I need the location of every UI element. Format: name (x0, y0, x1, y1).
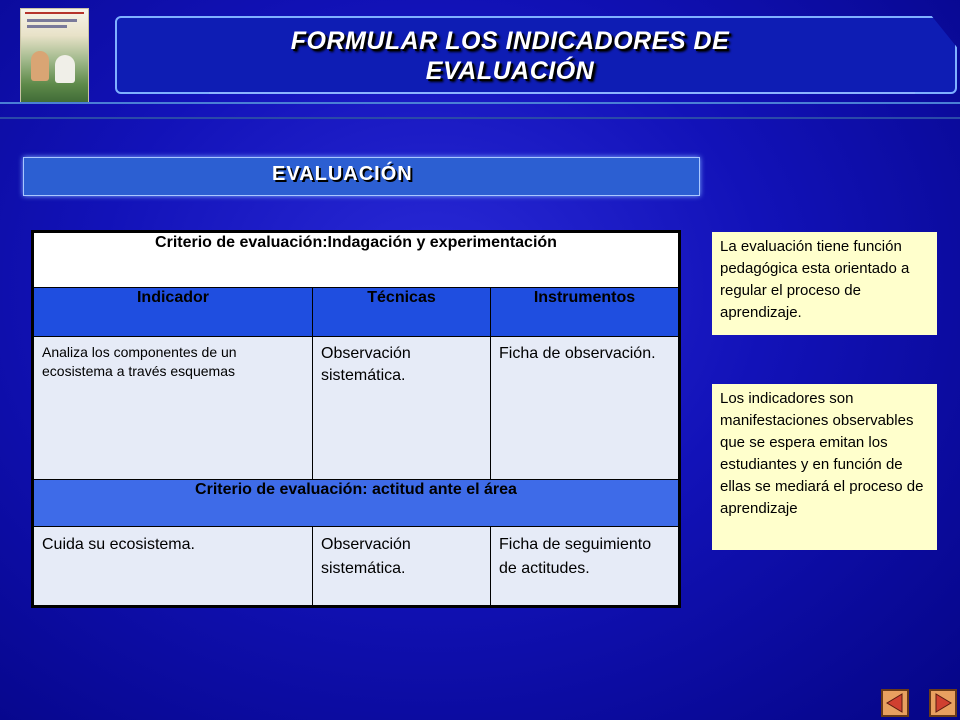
note-indicators: Los indicadores son manifestaciones observables que se espera emitan los estudiantes y en función de ellas se mediará el proceso de aprendizaje (712, 384, 937, 550)
criterion-row (33, 232, 680, 288)
slide-title-line2: EVALUACIÓN (425, 57, 595, 85)
note-evaluation: La evaluación tiene función pedagógica esta orientado a regular el proceso de aprendizaje. (712, 232, 937, 335)
column-header-indicador: Indicador (33, 288, 313, 337)
technique-cell: Observación sistemática. (313, 337, 491, 480)
criterion-1: Criterio de evaluación:Indagación y experimentación (33, 232, 680, 288)
indicator-cell: Cuida su ecosistema. (33, 527, 313, 607)
table-header-row (33, 288, 680, 337)
evaluation-table (31, 230, 681, 608)
previous-slide-button[interactable] (881, 689, 909, 717)
triangle-right-icon (931, 691, 955, 715)
table-row (33, 337, 680, 480)
slide-title-line1: FORMULAR LOS INDICADORES DE (290, 27, 730, 55)
column-header-tecnicas: Técnicas (313, 288, 491, 337)
indicator-cell: Analiza los componentes de un ecosistema a través esquemas (33, 337, 313, 480)
technique-cell: Observación sistemática. (313, 527, 491, 607)
header-divider-top (0, 102, 960, 104)
table-row (33, 527, 680, 607)
slide-title (65, 26, 955, 86)
instrument-cell: Ficha de observación. (491, 337, 680, 480)
criterion-row (33, 480, 680, 527)
section-title: EVALUACIÓN (272, 163, 413, 185)
triangle-left-icon (883, 691, 907, 715)
column-header-instrumentos: Instrumentos (491, 288, 680, 337)
header-divider-bottom (0, 117, 960, 119)
criterion-2: Criterio de evaluación: actitud ante el área (33, 480, 680, 527)
next-slide-button[interactable] (929, 689, 957, 717)
instrument-cell: Ficha de seguimiento de actitudes. (491, 527, 680, 607)
